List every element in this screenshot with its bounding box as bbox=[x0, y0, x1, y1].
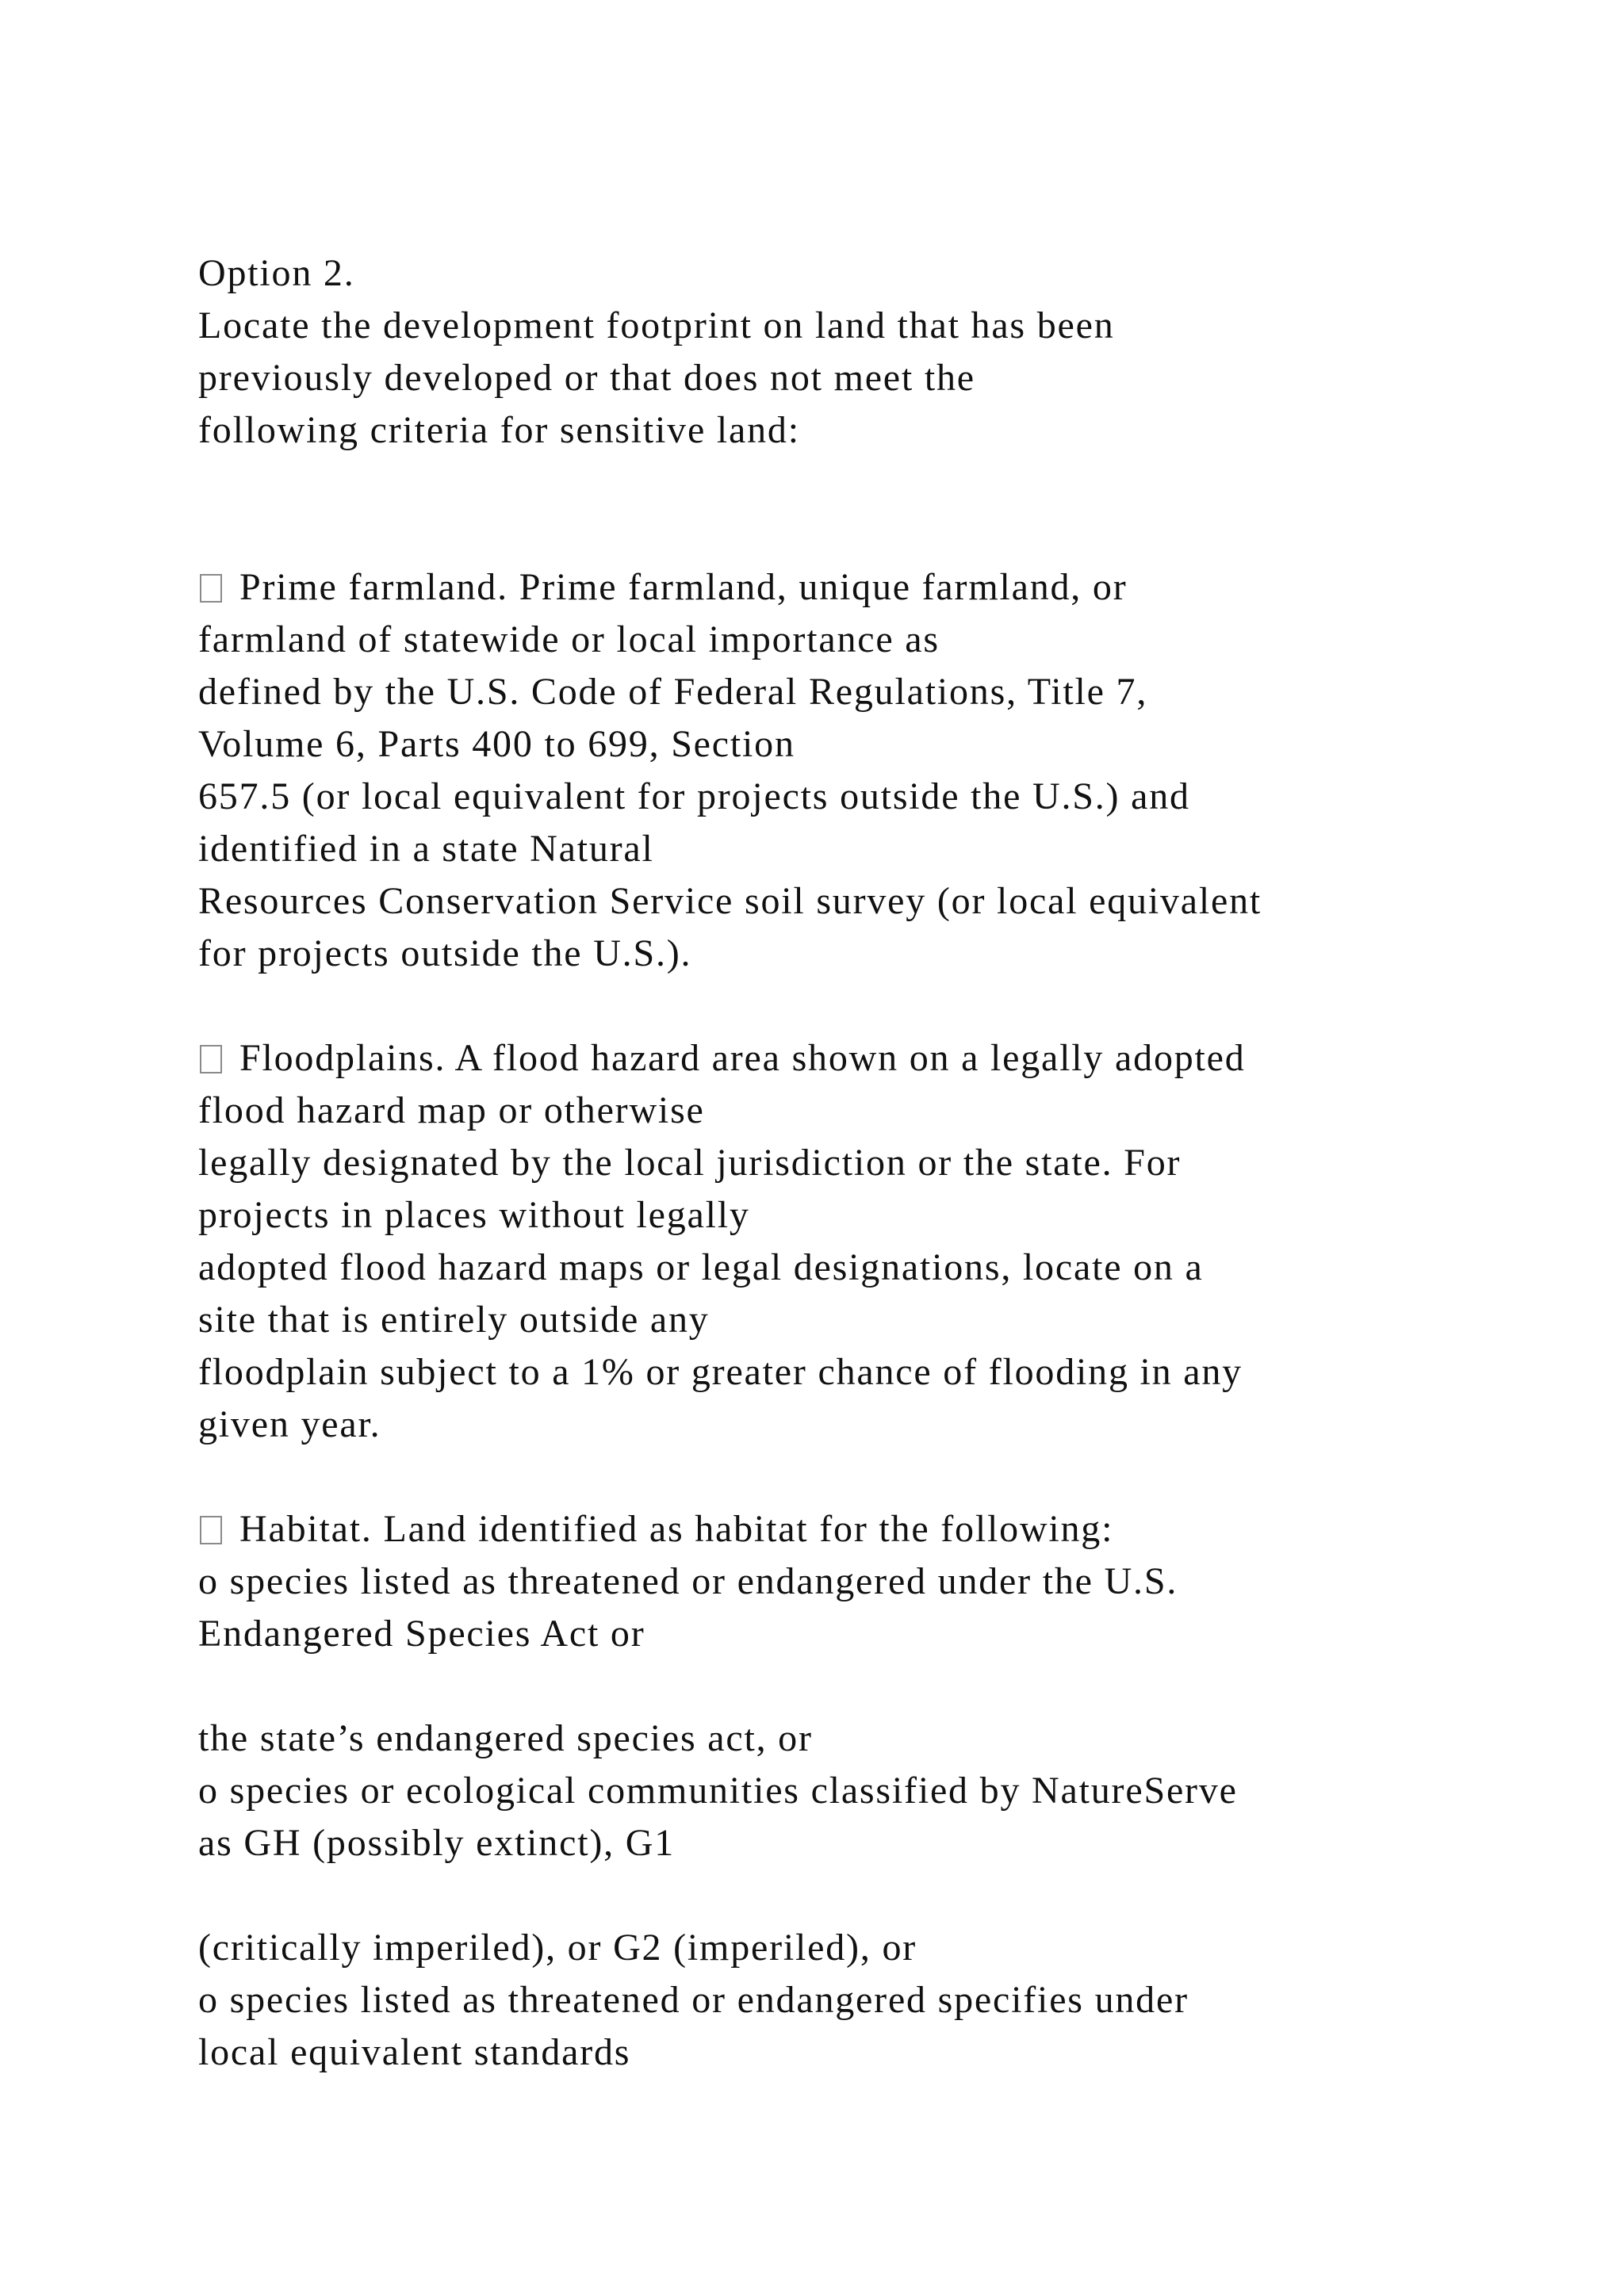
floodplains-line-1: flood hazard map or otherwise bbox=[198, 1089, 705, 1131]
floodplains-line-6: floodplain subject to a 1% or greater chance of flooding in any bbox=[198, 1351, 1243, 1393]
habitat-line-7: o species listed as threatened or endangered specifies under bbox=[198, 1979, 1189, 2021]
prime-farmland-line-6: Resources Conservation Service soil survey (or local equivalent bbox=[198, 880, 1262, 922]
floodplains-first-line: Floodplains. A flood hazard area shown on a legally adopted bbox=[239, 1037, 1246, 1079]
spacer bbox=[198, 509, 1578, 561]
option-heading: Option 2. bbox=[198, 252, 355, 294]
floodplains-line-4: adopted flood hazard maps or legal designations, locate on a bbox=[198, 1246, 1204, 1288]
intro-line-2: previously developed or that does not meet the bbox=[198, 357, 975, 399]
prime-farmland-line-5: identified in a state Natural bbox=[198, 828, 654, 870]
missing-glyph-bullet-icon bbox=[200, 1516, 222, 1544]
prime-farmland-first-line: Prime farmland. Prime farmland, unique farmland, or bbox=[239, 566, 1128, 608]
missing-glyph-bullet-icon bbox=[200, 1045, 222, 1073]
habitat-line-3: the state’s endangered species act, or bbox=[198, 1717, 813, 1759]
habitat-line-1: o species listed as threatened or endangered under the U.S. bbox=[198, 1560, 1178, 1602]
habitat-first-line: Habitat. Land identified as habitat for the following: bbox=[239, 1508, 1114, 1550]
spacer bbox=[198, 457, 1578, 509]
spacer bbox=[198, 1660, 1578, 1712]
habitat-line-8: local equivalent standards bbox=[198, 2031, 631, 2073]
spacer bbox=[198, 980, 1578, 1032]
floodplains-heading bbox=[198, 1032, 1578, 1085]
habitat-line-4: o species or ecological communities classified by NatureServe bbox=[198, 1770, 1238, 1812]
spacer bbox=[198, 1451, 1578, 1503]
habitat-line-2: Endangered Species Act or bbox=[198, 1613, 645, 1655]
missing-glyph-bullet-icon bbox=[200, 574, 222, 603]
floodplains-line-7: given year. bbox=[198, 1403, 381, 1445]
document-text bbox=[198, 247, 1578, 2079]
habitat-line-6: (critically imperiled), or G2 (imperiled), or bbox=[198, 1927, 917, 1969]
prime-farmland-line-2: defined by the U.S. Code of Federal Regulations, Title 7, bbox=[198, 671, 1148, 713]
floodplains-line-3: projects in places without legally bbox=[198, 1194, 750, 1236]
prime-farmland-line-4: 657.5 (or local equivalent for projects outside the U.S.) and bbox=[198, 775, 1190, 817]
intro-line-1: Locate the development footprint on land that has been bbox=[198, 304, 1115, 346]
prime-farmland-line-1: farmland of statewide or local importance as bbox=[198, 618, 940, 660]
prime-farmland-heading bbox=[198, 561, 1578, 614]
spacer bbox=[198, 1869, 1578, 1922]
habitat-line-5: as GH (possibly extinct), G1 bbox=[198, 1822, 675, 1864]
prime-farmland-line-3: Volume 6, Parts 400 to 699, Section bbox=[198, 723, 795, 765]
floodplains-line-2: legally designated by the local jurisdiction or the state. For bbox=[198, 1142, 1182, 1184]
habitat-heading bbox=[198, 1503, 1578, 1556]
intro-line-3: following criteria for sensitive land: bbox=[198, 409, 800, 451]
floodplains-line-5: site that is entirely outside any bbox=[198, 1299, 710, 1341]
prime-farmland-line-7: for projects outside the U.S.). bbox=[198, 932, 692, 974]
